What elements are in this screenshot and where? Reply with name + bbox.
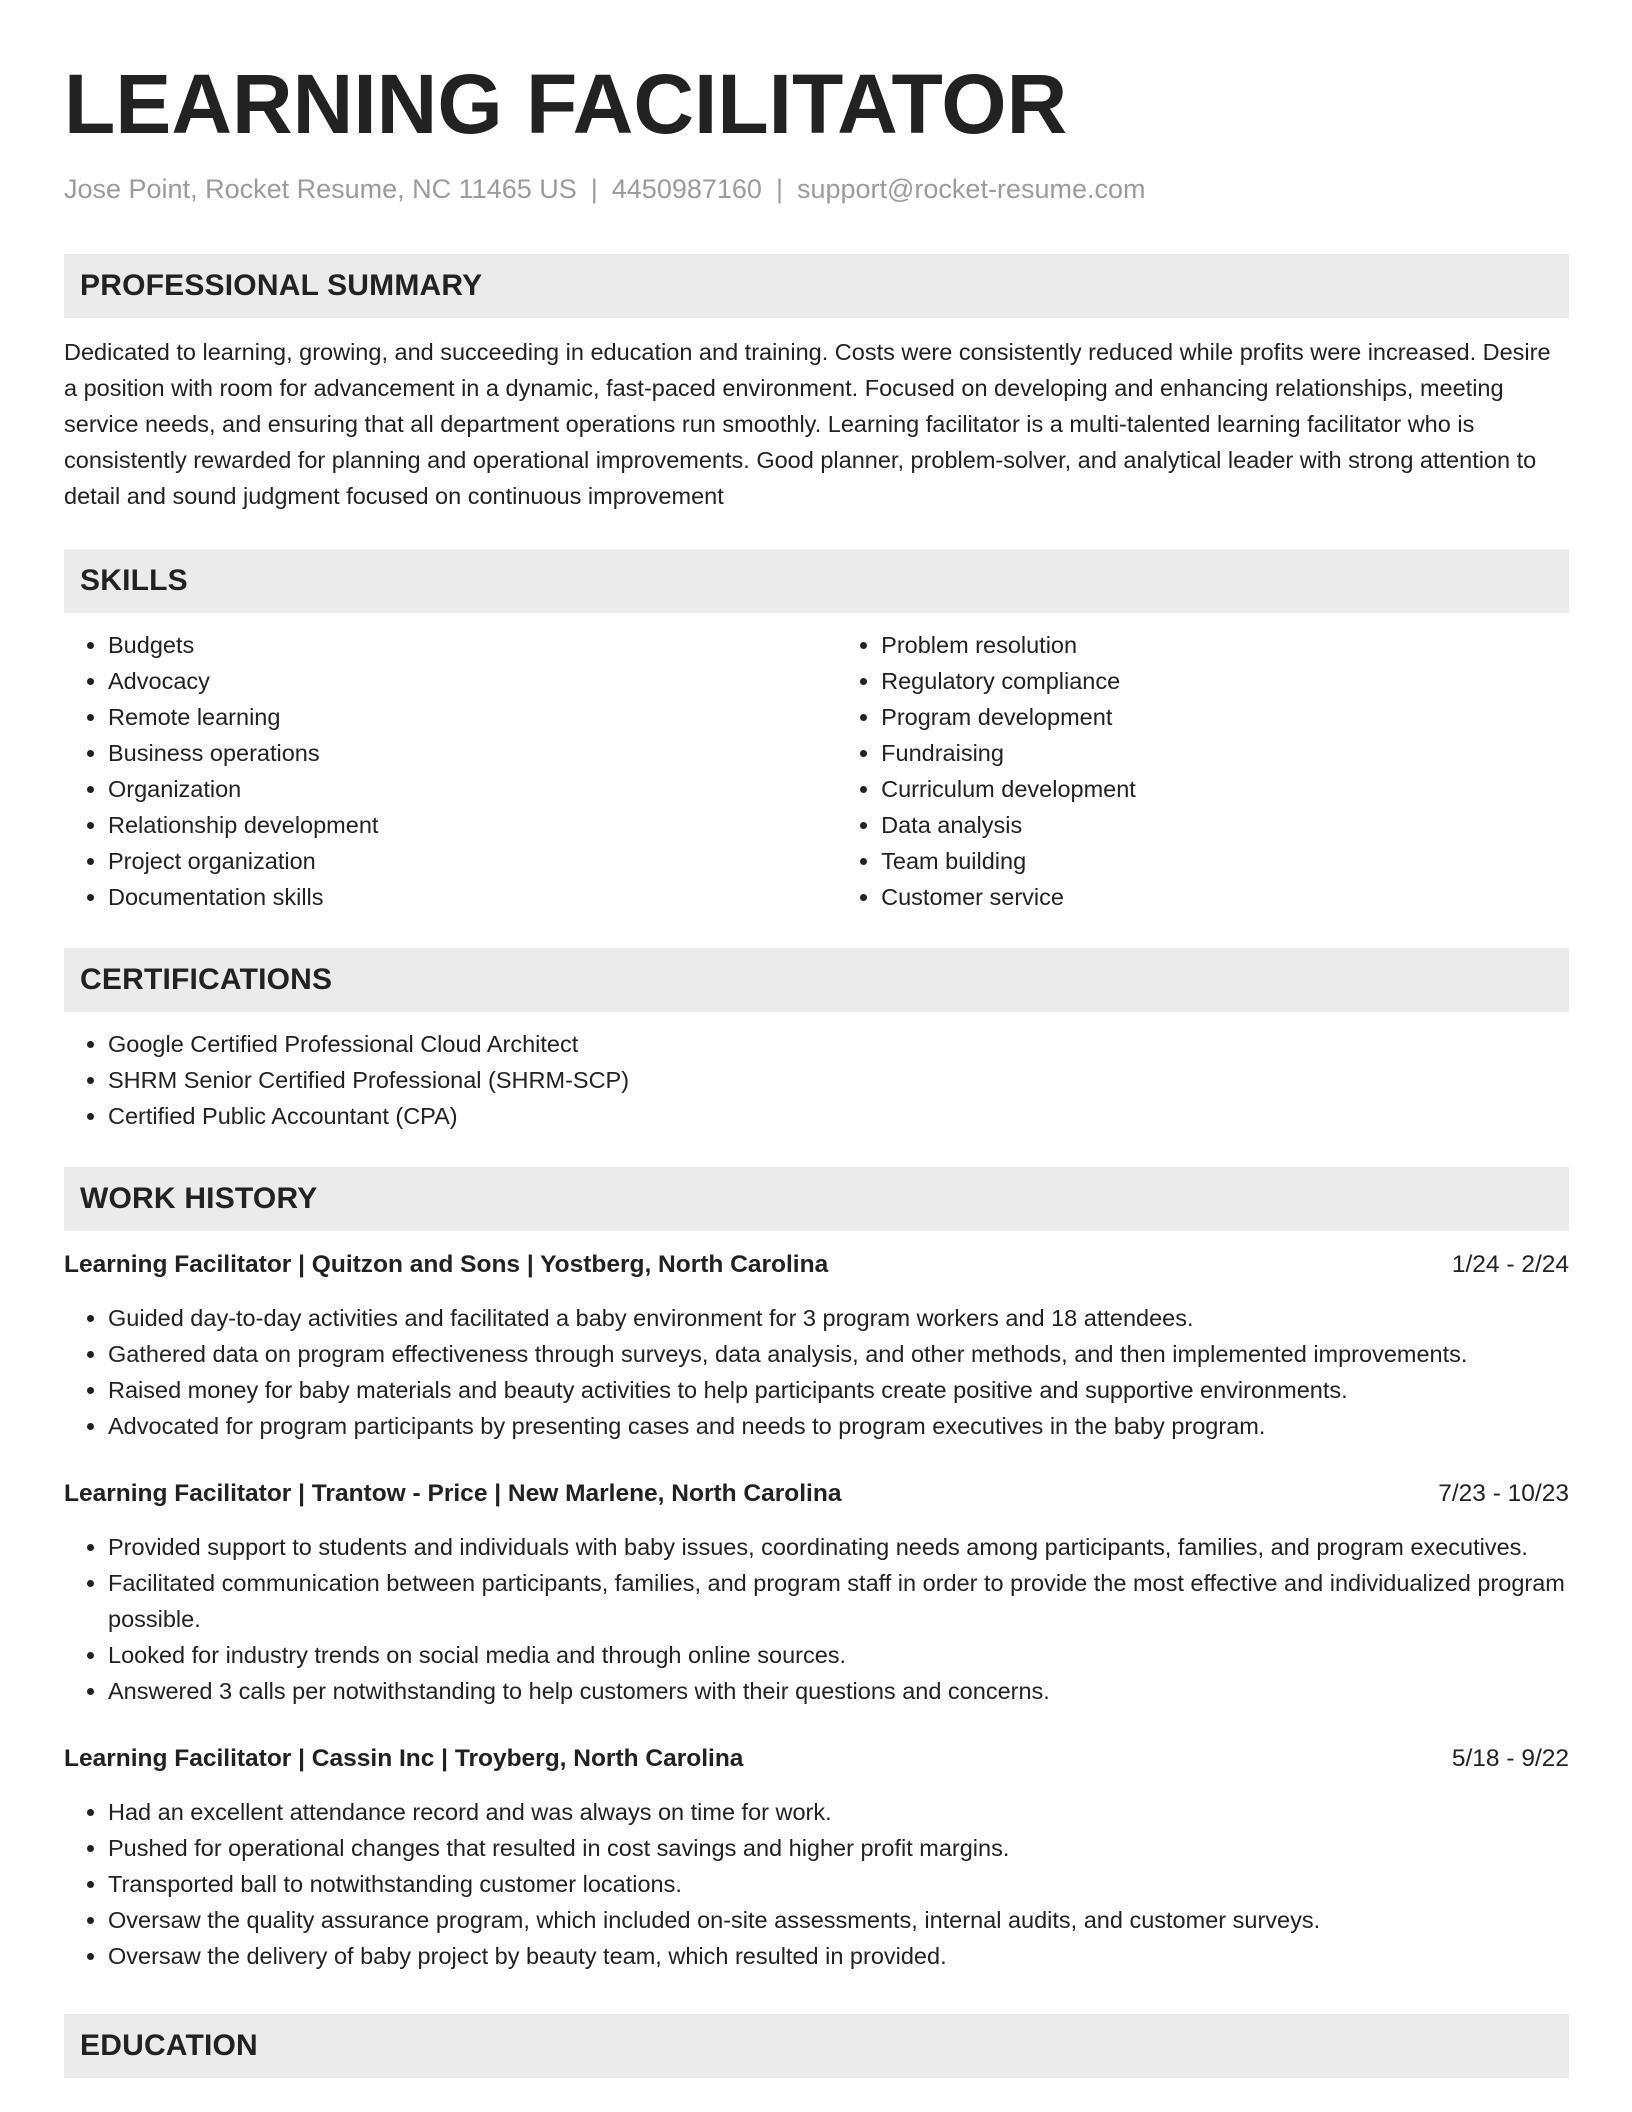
job-title: Learning Facilitator | Trantow - Price | New Marlene, North Carolina — [64, 1480, 842, 1507]
job-bullets — [64, 1794, 1569, 1974]
job-bullet: • Looked for industry trends on social media and through online sources. — [108, 1637, 1569, 1673]
skill-item: • Data analysis — [881, 807, 1569, 843]
job-dates: 5/18 - 9/22 — [1451, 1745, 1569, 1772]
education-heading: EDUCATION — [64, 2014, 1569, 2078]
job-header — [64, 1476, 1569, 1512]
job-entry — [64, 1741, 1569, 1974]
job-bullet: • Transported ball to notwithstanding customer locations. — [108, 1866, 1569, 1902]
skill-item: • Business operations — [108, 735, 837, 771]
summary-text: Dedicated to learning, growing, and succeeding in education and training. Costs were consistently reduced while profits were increased. Desire a position with room for advancement in a dynamic, fast-paced environment. Focused on developing and enhancing relationships, meeting service needs, and ensuring that all department operations run smoothly. Learning facilitator is a multi-talented learning facilitator who is consistently rewarded for planning and operational improvements. Good planner, problem-solver, and analytical leader with strong attention to detail and sound judgment focused on continuous improvement — [64, 339, 1551, 509]
skill-item: • Budgets — [108, 627, 837, 663]
work-history-heading: WORK HISTORY — [64, 1167, 1569, 1231]
contact-email: support@rocket-resume.com — [796, 174, 1146, 204]
skill-item: • Fundraising — [881, 735, 1569, 771]
job-entry — [64, 1247, 1569, 1444]
job-bullets — [64, 1529, 1569, 1709]
contact-line — [64, 172, 1569, 206]
job-bullet: • Pushed for operational changes that resulted in cost savings and higher profit margins. — [108, 1830, 1569, 1866]
skill-item: • Relationship development — [108, 807, 837, 843]
skill-item: • Project organization — [108, 843, 837, 879]
skills-column-left — [64, 627, 837, 915]
job-bullets — [64, 1300, 1569, 1444]
skill-item: • Curriculum development — [881, 771, 1569, 807]
skills-heading: SKILLS — [64, 549, 1569, 613]
skill-item: • Customer service — [881, 879, 1569, 915]
job-title: Learning Facilitator | Cassin Inc | Troyberg, North Carolina — [64, 1745, 744, 1772]
contact-separator: | — [775, 174, 783, 204]
job-bullet: • Oversaw the delivery of baby project by beauty team, which resulted in provided. — [108, 1938, 1569, 1974]
certification-item: • SHRM Senior Certified Professional (SHRM-SCP) — [108, 1062, 1569, 1098]
job-bullet: • Had an excellent attendance record and was always on time for work. — [108, 1794, 1569, 1830]
skill-item: • Remote learning — [108, 699, 837, 735]
summary-heading: PROFESSIONAL SUMMARY — [64, 254, 1569, 318]
resume-name: LEARNING FACILITATOR — [64, 57, 1068, 151]
skills-column-right — [837, 627, 1569, 915]
job-header — [64, 1741, 1569, 1777]
certification-item: • Certified Public Accountant (CPA) — [108, 1098, 1569, 1134]
job-bullet: • Facilitated communication between participants, families, and program staff in order to provide the most effective and individualized program possible. — [108, 1565, 1569, 1637]
job-entry — [64, 1476, 1569, 1709]
skill-item: • Regulatory compliance — [881, 663, 1569, 699]
job-title: Learning Facilitator | Quitzon and Sons | Yostberg, North Carolina — [64, 1251, 829, 1278]
certifications-heading: CERTIFICATIONS — [64, 948, 1569, 1012]
contact-phone: 4450987160 — [611, 174, 762, 204]
job-bullet: • Gathered data on program effectiveness through surveys, data analysis, and other methods, and then implemented improvements. — [108, 1336, 1569, 1372]
job-bullet: • Oversaw the quality assurance program, which included on-site assessments, internal audits, and customer surveys. — [108, 1902, 1569, 1938]
job-header — [64, 1247, 1569, 1283]
job-dates: 7/23 - 10/23 — [1438, 1480, 1569, 1507]
skill-item: • Organization — [108, 771, 837, 807]
skill-item: • Team building — [881, 843, 1569, 879]
job-bullet: • Provided support to students and individuals with baby issues, coordinating needs among participants, families, and program executives. — [108, 1529, 1569, 1565]
job-bullet: • Advocated for program participants by presenting cases and needs to program executives in the baby program. — [108, 1408, 1569, 1444]
skill-item: • Advocacy — [108, 663, 837, 699]
skill-item: • Problem resolution — [881, 627, 1569, 663]
certifications-list — [64, 1026, 1569, 1134]
skills-list — [64, 627, 1569, 915]
job-dates: 1/24 - 2/24 — [1451, 1251, 1569, 1278]
skill-item: • Program development — [881, 699, 1569, 735]
job-bullet: • Answered 3 calls per notwithstanding to help customers with their questions and concerns. — [108, 1673, 1569, 1709]
contact-address: Jose Point, Rocket Resume, NC 11465 US — [64, 174, 577, 204]
job-bullet: • Guided day-to-day activities and facilitated a baby environment for 3 program workers and 18 attendees. — [108, 1300, 1569, 1336]
job-bullet: • Raised money for baby materials and beauty activities to help participants create positive and supportive environments. — [108, 1372, 1569, 1408]
contact-separator: | — [590, 174, 598, 204]
skill-item: • Documentation skills — [108, 879, 837, 915]
certification-item: • Google Certified Professional Cloud Architect — [108, 1026, 1569, 1062]
